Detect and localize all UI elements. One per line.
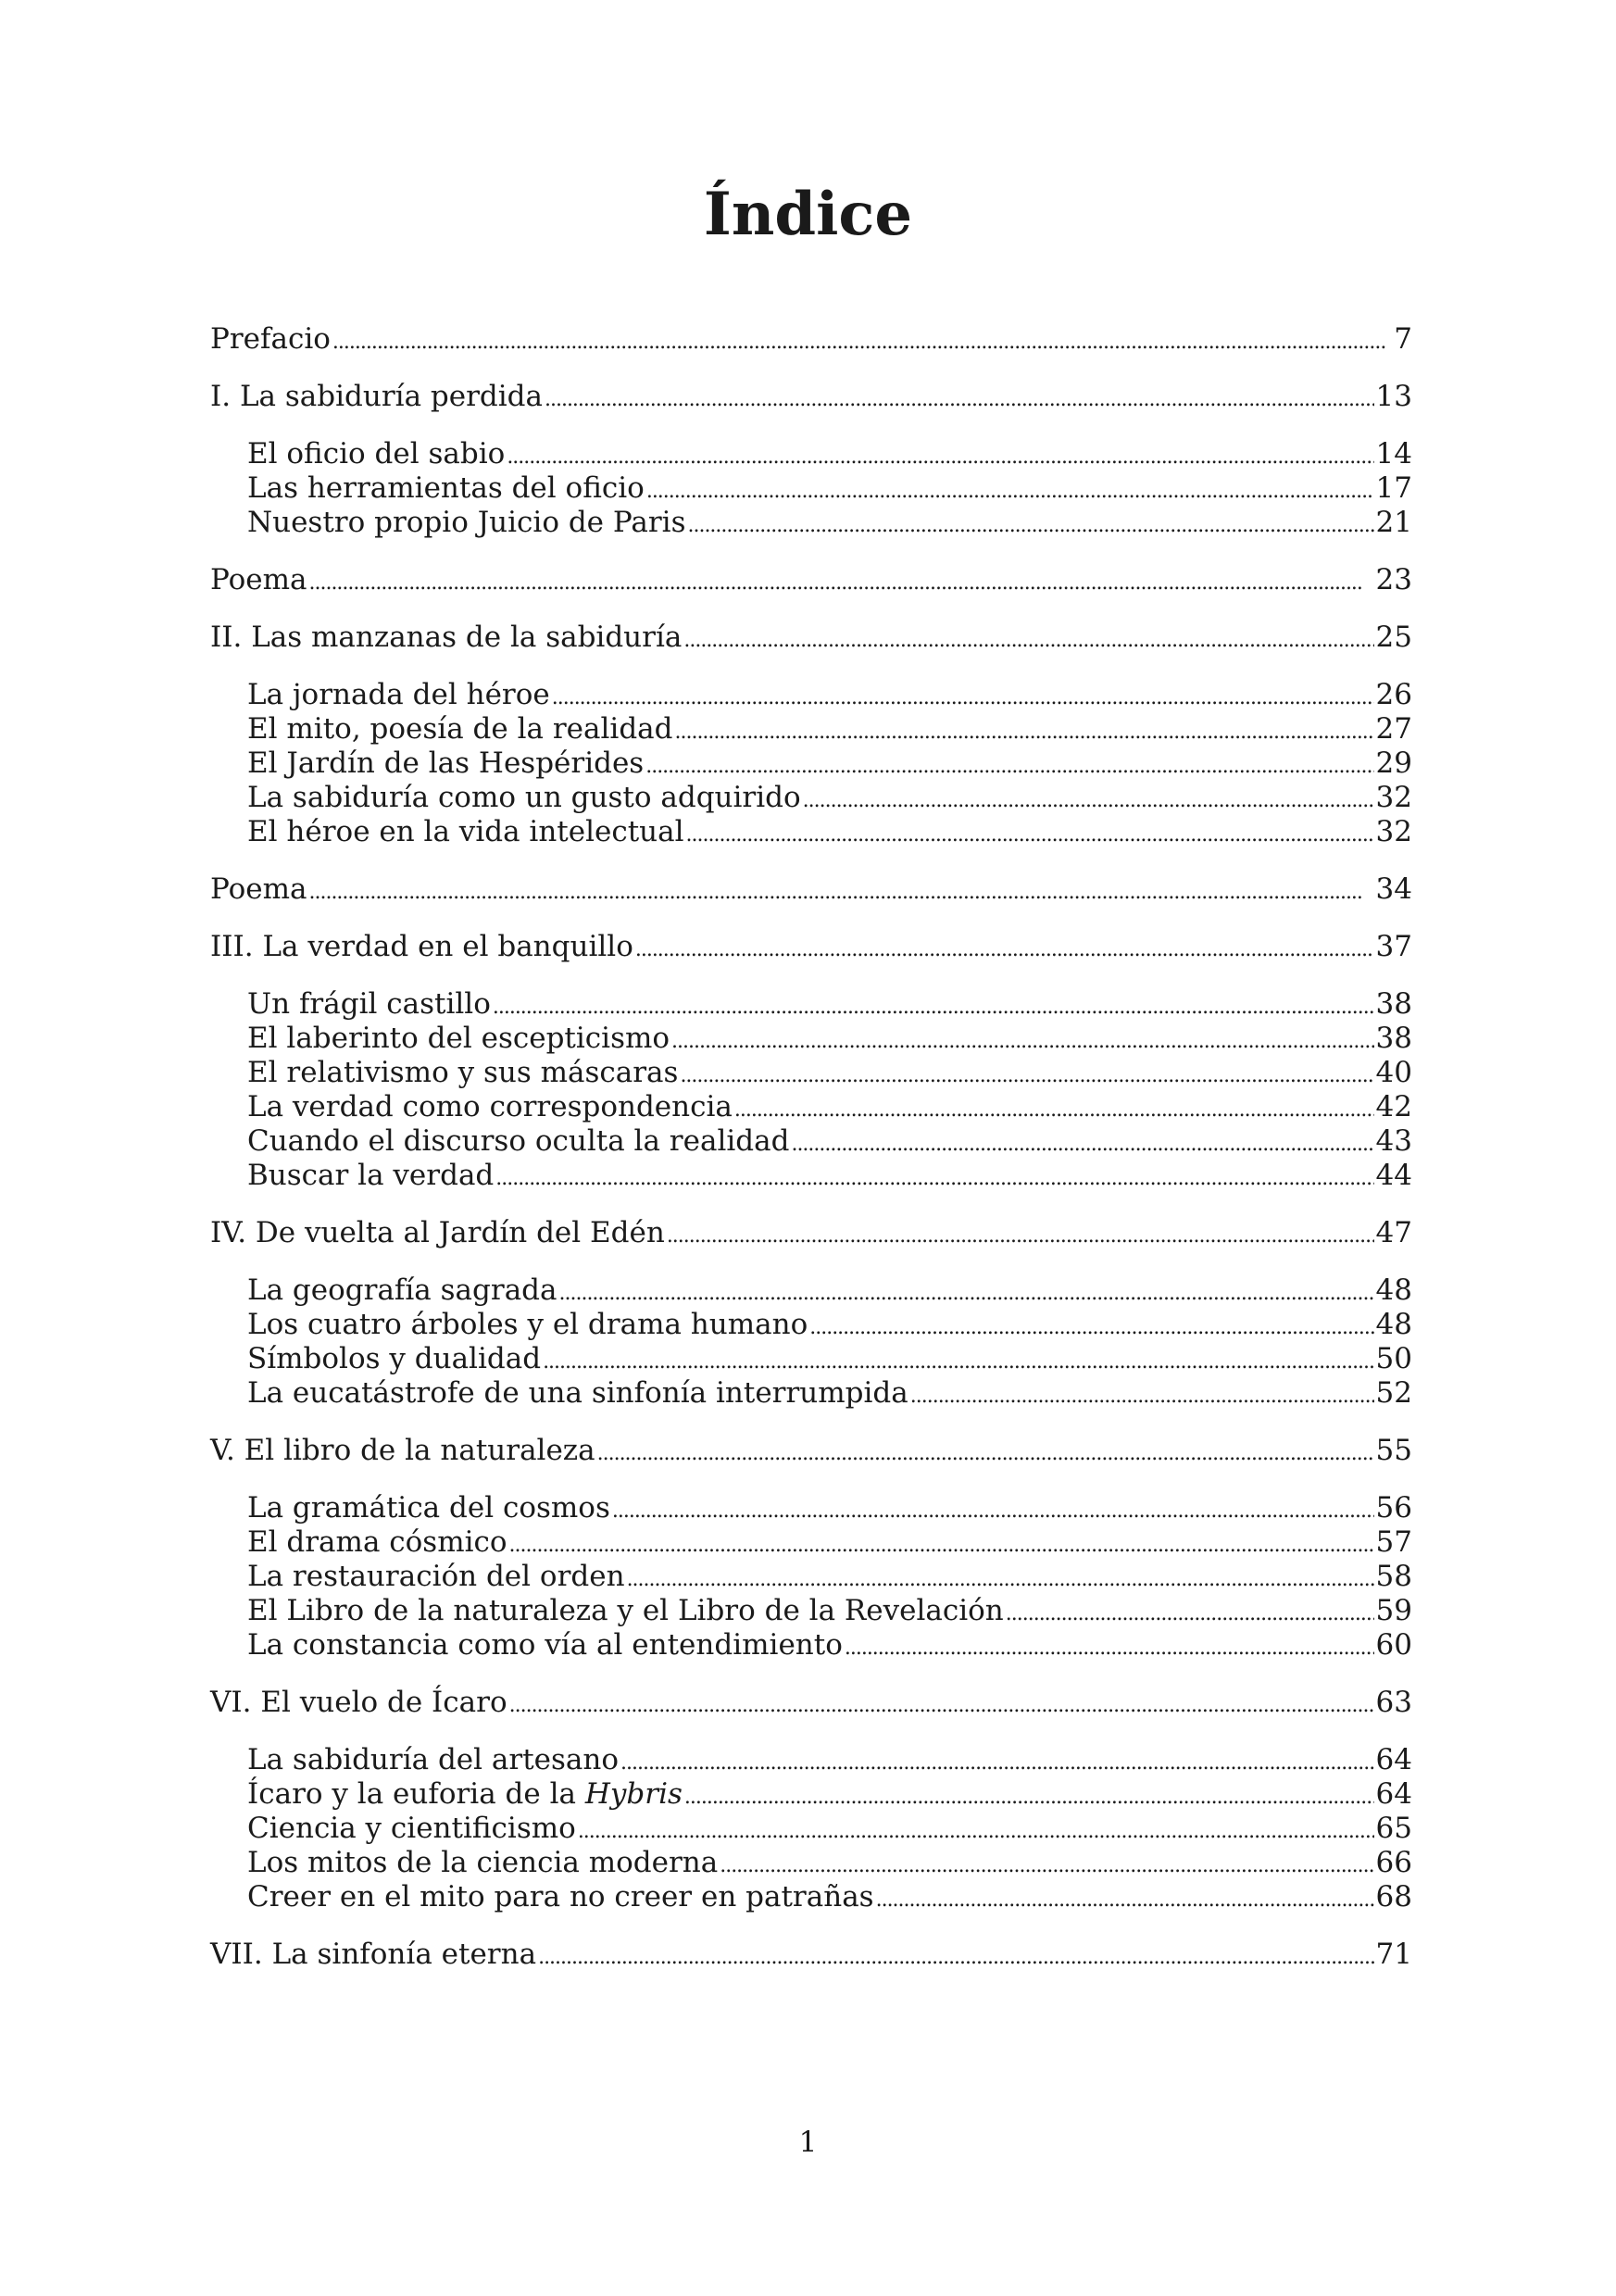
toc-section-entry — [210, 1308, 1412, 1342]
dot-leader — [791, 1124, 1373, 1161]
dot-leader — [803, 781, 1374, 818]
toc-entry-page: 52 — [1375, 1376, 1412, 1410]
dot-leader — [667, 1216, 1374, 1253]
toc-section-entry — [210, 1777, 1412, 1812]
toc-section-entry — [210, 1594, 1412, 1628]
dot-leader — [1006, 1594, 1374, 1631]
toc-entry-label: La verdad como correspondencia — [247, 1090, 733, 1123]
toc-entry-label: La eucatástrofe de una sinfonía interrumpida — [247, 1376, 908, 1410]
toc-entry-page: 32 — [1375, 781, 1412, 814]
dot-leader — [845, 1628, 1374, 1665]
toc-entry-page: 63 — [1375, 1686, 1412, 1719]
toc-section-entry — [210, 1525, 1412, 1560]
toc-section-entry — [210, 1090, 1412, 1124]
toc-entry-page: 38 — [1375, 1022, 1412, 1055]
toc-entry-label: Símbolos y dualidad — [247, 1342, 542, 1375]
toc-entry-page: 25 — [1375, 621, 1412, 654]
page-title: Índice — [703, 180, 913, 249]
toc-entry-page: 29 — [1375, 747, 1412, 780]
toc-entry-label: Prefacio — [210, 322, 331, 356]
toc-entry-page: 48 — [1375, 1308, 1412, 1341]
dot-leader — [552, 678, 1374, 715]
toc-entry-page: 58 — [1375, 1560, 1412, 1593]
dot-leader — [684, 1777, 1374, 1814]
toc-section-entry — [210, 1743, 1412, 1777]
toc-entry-page: 27 — [1375, 712, 1412, 746]
toc-entry-label: Los cuatro árboles y el drama humano — [247, 1308, 808, 1341]
dot-leader — [720, 1846, 1373, 1883]
toc-section-entry — [210, 1846, 1412, 1880]
dot-leader — [559, 1273, 1374, 1311]
toc-entry-label: Ícaro y la euforia de la Hybris — [247, 1777, 683, 1811]
dot-leader — [578, 1812, 1374, 1849]
dot-leader — [332, 322, 1392, 359]
toc-section-entry — [210, 987, 1412, 1022]
toc-entry-label: I. La sabiduría perdida — [210, 380, 543, 413]
toc-entry-label: VI. El vuelo de Ícaro — [210, 1686, 507, 1719]
dot-leader — [809, 1308, 1373, 1345]
toc-entry-page: 47 — [1375, 1216, 1412, 1249]
toc-entry-label: IV. De vuelta al Jardín del Edén — [210, 1216, 665, 1249]
dot-leader — [493, 987, 1374, 1024]
dot-leader — [680, 1056, 1373, 1093]
toc-entry-label: VII. La sinfonía eterna — [210, 1938, 537, 1971]
toc-entry-page: 66 — [1375, 1846, 1412, 1879]
toc-entry-label: III. La verdad en el banquillo — [210, 930, 633, 963]
toc-section-entry — [210, 678, 1412, 712]
toc-entry-page: 38 — [1375, 987, 1412, 1021]
toc-entry-label: La restauración del orden — [247, 1560, 625, 1593]
toc-chapter-entry — [210, 563, 1412, 597]
toc-entry-label: El Jardín de las Hespérides — [247, 747, 645, 780]
toc-entry-page: 42 — [1375, 1090, 1412, 1123]
toc-entry-label: Buscar la verdad — [247, 1159, 495, 1192]
toc-section-entry — [210, 1376, 1412, 1411]
dot-leader — [671, 1022, 1374, 1059]
toc-chapter-entry — [210, 1686, 1412, 1720]
toc-entry-label: El mito, poesía de la realidad — [247, 712, 673, 746]
toc-entry-label: II. Las manzanas de la sabiduría — [210, 621, 683, 654]
toc-entry-page: 64 — [1375, 1743, 1412, 1776]
toc-section-entry — [210, 1124, 1412, 1159]
toc-section-entry — [210, 1491, 1412, 1525]
toc-section-entry — [210, 1159, 1412, 1193]
toc-entry-page: 55 — [1375, 1434, 1412, 1467]
toc-entry-label: V. El libro de la naturaleza — [210, 1434, 595, 1467]
toc-entry-label-italic: Hybris — [584, 1777, 683, 1811]
toc-entry-label: La geografía sagrada — [247, 1273, 557, 1307]
dot-leader — [646, 471, 1374, 508]
dot-leader — [509, 1686, 1374, 1723]
dot-leader — [309, 872, 1374, 910]
toc-section-entry — [210, 1812, 1412, 1846]
dot-leader — [627, 1560, 1374, 1597]
dot-leader — [543, 1342, 1373, 1379]
toc-chapter-entry — [210, 322, 1412, 357]
toc-section-entry — [210, 1628, 1412, 1662]
toc-entry-label: Ciencia y cientificismo — [247, 1812, 576, 1845]
toc-entry-label: El relativismo y sus máscaras — [247, 1056, 679, 1089]
toc-entry-page: 34 — [1375, 872, 1412, 906]
toc-chapter-entry — [210, 1216, 1412, 1250]
dot-leader — [509, 1525, 1374, 1562]
toc-section-entry — [210, 747, 1412, 781]
toc-entry-label: El drama cósmico — [247, 1525, 507, 1559]
toc-entry-label: Creer en el mito para no creer en patrañas — [247, 1880, 874, 1913]
toc-entry-label: La constancia como vía al entendimiento — [247, 1628, 843, 1662]
dot-leader — [612, 1491, 1374, 1528]
toc-section-entry — [210, 1056, 1412, 1090]
toc-section-entry — [210, 1342, 1412, 1376]
toc-entry-page: 44 — [1375, 1159, 1412, 1192]
toc-entry-page: 48 — [1375, 1273, 1412, 1307]
toc-entry-label: Nuestro propio Juicio de Paris — [247, 506, 686, 539]
dot-leader — [507, 437, 1373, 474]
toc-entry-page: 17 — [1375, 471, 1412, 505]
page-number: 1 — [798, 2126, 818, 2159]
toc-chapter-entry — [210, 1938, 1412, 1972]
dot-leader — [545, 380, 1374, 417]
toc-entry-label: Un frágil castillo — [247, 987, 491, 1021]
toc-section-entry — [210, 1560, 1412, 1594]
toc-section-entry — [210, 1880, 1412, 1914]
dot-leader — [876, 1880, 1374, 1917]
toc-entry-page: 43 — [1375, 1124, 1412, 1158]
toc-chapter-entry — [210, 380, 1412, 414]
toc-entry-label: La sabiduría como un gusto adquirido — [247, 781, 801, 814]
toc-entry-page: 50 — [1375, 1342, 1412, 1375]
toc-entry-label: La jornada del héroe — [247, 678, 550, 711]
toc-entry-page: 59 — [1375, 1594, 1412, 1627]
toc-entry-page: 68 — [1375, 1880, 1412, 1913]
toc-section-entry — [210, 1273, 1412, 1308]
toc-entry-page: 65 — [1375, 1812, 1412, 1845]
toc-chapter-entry — [210, 872, 1412, 907]
toc-entry-page: 14 — [1375, 437, 1412, 470]
toc-section-entry — [210, 712, 1412, 747]
table-of-contents — [210, 322, 1412, 1972]
dot-leader — [683, 621, 1373, 658]
dot-leader — [495, 1159, 1373, 1196]
toc-entry-page: 7 — [1394, 322, 1412, 356]
toc-entry-label: Los mitos de la ciencia moderna — [247, 1846, 719, 1879]
toc-entry-label: El oficio del sabio — [247, 437, 506, 470]
dot-leader — [538, 1938, 1373, 1975]
toc-entry-page: 56 — [1375, 1491, 1412, 1524]
toc-entry-page: 32 — [1375, 815, 1412, 848]
dot-leader — [687, 506, 1373, 543]
toc-entry-label: Cuando el discurso oculta la realidad — [247, 1124, 790, 1158]
toc-entry-page: 40 — [1375, 1056, 1412, 1089]
toc-entry-page: 64 — [1375, 1777, 1412, 1811]
toc-entry-label: Poema — [210, 872, 307, 906]
toc-entry-page: 23 — [1375, 563, 1412, 596]
dot-leader — [910, 1376, 1374, 1413]
dot-leader — [645, 747, 1373, 784]
toc-entry-page: 57 — [1375, 1525, 1412, 1559]
toc-entry-label: Las herramientas del oficio — [247, 471, 645, 505]
toc-entry-label: Poema — [210, 563, 307, 596]
dot-leader — [686, 815, 1374, 852]
toc-entry-label: El Libro de la naturaleza y el Libro de la Revelación — [247, 1594, 1004, 1627]
toc-section-entry — [210, 781, 1412, 815]
dot-leader — [309, 563, 1374, 600]
toc-entry-label: El laberinto del escepticismo — [247, 1022, 670, 1055]
dot-leader — [597, 1434, 1374, 1471]
toc-section-entry — [210, 815, 1412, 849]
toc-chapter-entry — [210, 1434, 1412, 1468]
toc-entry-page: 37 — [1375, 930, 1412, 963]
dot-leader — [620, 1743, 1374, 1780]
toc-section-entry — [210, 471, 1412, 506]
toc-entry-page: 26 — [1375, 678, 1412, 711]
dot-leader — [734, 1090, 1374, 1127]
toc-entry-label: El héroe en la vida intelectual — [247, 815, 684, 848]
toc-entry-page: 21 — [1375, 506, 1412, 539]
toc-entry-page: 60 — [1375, 1628, 1412, 1662]
toc-entry-label: La gramática del cosmos — [247, 1491, 610, 1524]
toc-section-entry — [210, 1022, 1412, 1056]
dot-leader — [675, 712, 1374, 749]
toc-entry-page: 13 — [1375, 380, 1412, 413]
toc-chapter-entry — [210, 930, 1412, 964]
toc-entry-label: La sabiduría del artesano — [247, 1743, 620, 1776]
toc-chapter-entry — [210, 621, 1412, 655]
toc-section-entry — [210, 437, 1412, 471]
dot-leader — [635, 930, 1374, 967]
toc-entry-page: 71 — [1375, 1938, 1412, 1971]
toc-section-entry — [210, 506, 1412, 540]
